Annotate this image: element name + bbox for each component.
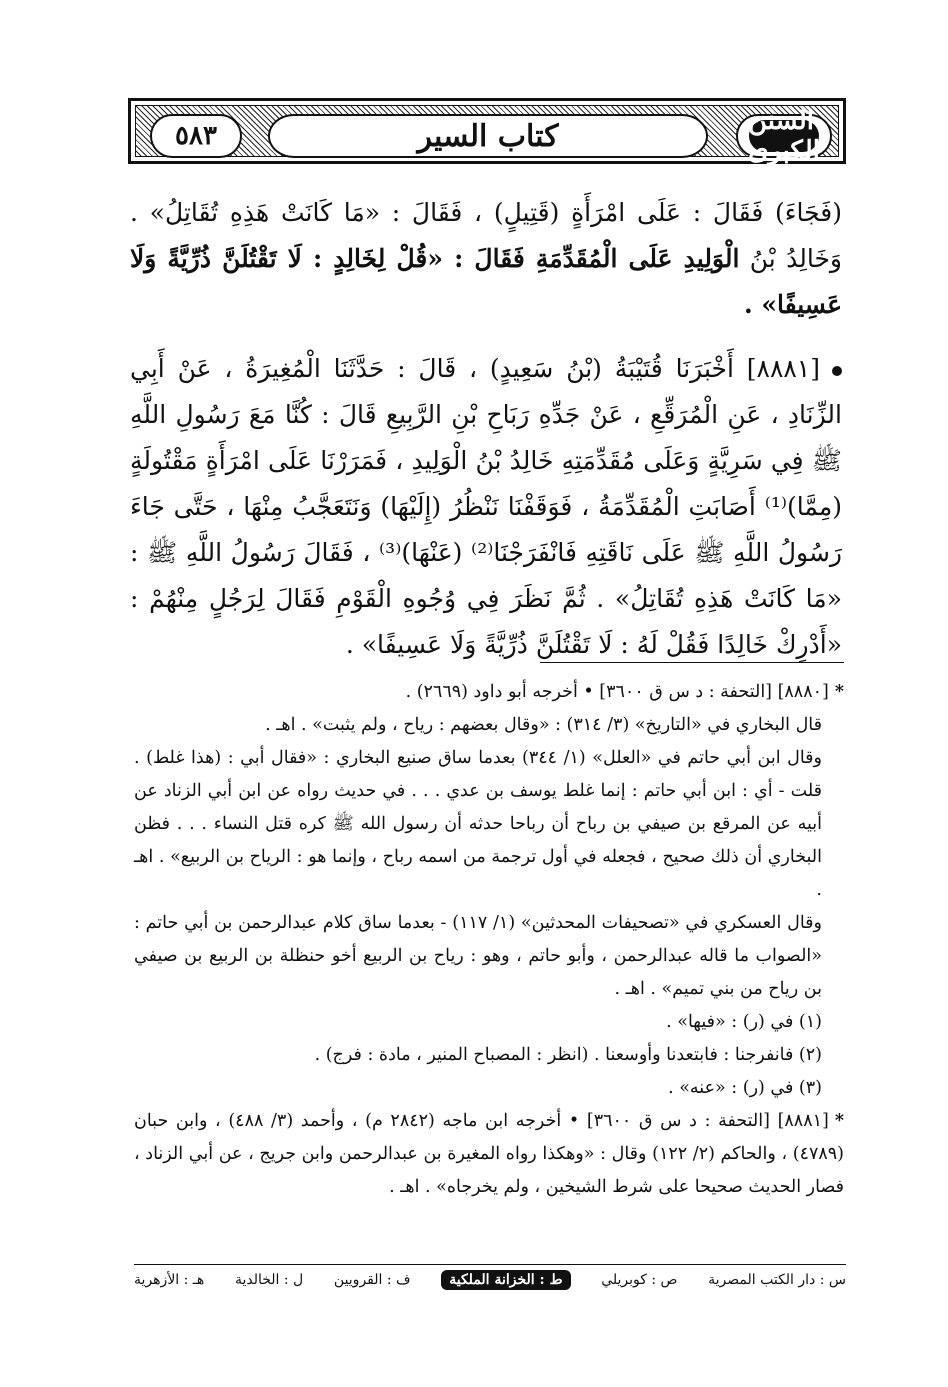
abbrev-item-highlighted: ط : الخزانة الملكية — [441, 1270, 570, 1290]
hadith-8881-text: [٨٨٨١] أَخْبَرَنَا قُتَيْبَةُ (بْنُ سَعِيدٍ) ، قَالَ : حَدَّثَنَا الْمُغِيرَةُ ، عَنْ أَبِي الزِّنَادِ ، عَنِ الْمُرَقِّعِ ، عَنْ جَدِّهِ رَبَاحِ بْنِ الرَّبِيعِ قَالَ : كُنَّا مَعَ رَسُولِ اللَّهِ ﷺ فِي سَرِيَّةٍ وَعَلَى مُقَدِّمَتِهِ خَالِدُ بْنُ الْوَلِيدِ ، فَمَرَرْنَا عَلَى امْرَأَةٍ مَقْتُولَةٍ (مِمَّا)⁽¹⁾ أَصَابَتِ الْمُقَدِّمَةُ ، فَوَقَفْنَا نَنْظُرُ (إِلَيْهَا) وَنَتَعَجَّبُ مِنْهَا ، حَتَّى جَاءَ رَسُولُ اللَّهِ ﷺ عَلَى نَاقَتِهِ فَانْفَرَجْنَا⁽²⁾ (عَنْهَا)⁽³⁾ ، فَقَالَ رَسُولُ اللَّهِ ﷺ : «مَا كَانَتْ هَذِهِ تُقَاتِلُ» . ثُمَّ نَظَرَ فِي وُجُوهِ الْقَوْمِ فَقَالَ لِرَجُلٍ مِنْهُمْ : «أَدْرِكْ خَالِدًا فَقُلْ لَهُ : لَا تَقْتُلَنَّ ذُرِّيَّةً وَلَا عَسِيفًا» . — [130, 354, 842, 659]
note-bukhari: قال البخاري في «التاريخ» (٣/ ٣١٤) : «وقال بعضهم : رياح ، ولم يثبت» . اهـ . — [265, 715, 822, 735]
manuscript-abbreviations — [134, 1270, 846, 1290]
hadith-8881 — [130, 346, 842, 668]
abbrev-item: ف : القرويين — [333, 1272, 411, 1288]
title-cartouche — [268, 114, 708, 158]
abbrev-item: هـ : الأزهرية — [134, 1272, 205, 1288]
logo-cartouche — [736, 106, 832, 166]
page-number: ٥٨٣ — [175, 121, 217, 151]
note-8880-takhrij: *[٨٨٨٠] [التحفة : د س ق ٣٦٠٠] • أخرجه أبو داود (٢٦٦٩) . — [405, 682, 844, 702]
main-text — [130, 190, 842, 686]
footnote-2: (٢) فانفرجنا : فابتعدنا وأوسعنا . (انظر : المصباح المنير ، مادة : فرج) . — [314, 1045, 822, 1065]
book-title: كتاب السير — [417, 118, 559, 154]
star-icon: * — [834, 682, 844, 702]
bottom-divider — [134, 1264, 846, 1265]
abbrev-item: ص : كوبريلي — [601, 1272, 678, 1288]
page-number-cartouche — [150, 114, 242, 158]
note-askari: وقال العسكري في «تصحيفات المحدثين» (١/ ١١٧) - بعدما ساق كلام عبدالرحمن بن أبي حاتم : «الصواب ما قاله عبدالرحمن ، وأبو حاتم ، وهو : رياح بن الربيع أخو حنظلة بن الربيع بن صيفي بن رياح من بني تميم» . اهـ . — [134, 913, 822, 999]
note-8881-takhrij: *[٨٨٨١] [التحفة : د س ق ٣٦٠٠] • أخرجه ابن ماجه (٢٨٤٢ م) ، وأحمد (٣/ ٤٨٨) ، وابن حبان (٤٧٨٩) ، والحاكم (٢/ ١٢٢) وقال : «وهكذا رواه المغيرة بن عبدالرحمن وابن جريج ، عن أبي الزناد ، فصار الحديث صحيحا على شرط الشيخين ، ولم يخرجاه» . اهـ . — [134, 1111, 844, 1197]
footnote-3: (٣) في (ر) : «عنه» . — [668, 1078, 822, 1098]
page-header — [128, 98, 846, 164]
footnote-divider — [540, 662, 844, 663]
header-ornament — [135, 105, 839, 166]
main-line: الْوَلِيدِ عَلَى الْمُقَدِّمَةِ فَقَالَ : «قُلْ لِخَالِدٍ : لَا تَقْتُلَنَّ ذُرِّيَّةً وَلَا عَسِيفًا» . — [130, 244, 842, 319]
star-icon: * — [834, 1111, 844, 1131]
note-ibn-abi-hatim: وقال ابن أبي حاتم في «العلل» (١/ ٣٤٤) بعدما ساق صنيع البخاري : «فقال أبي : (هذا غلط) . قلت - أي : ابن أبي حاتم : إنما غلط يوسف بن عدي . . . في حديث رواه عن ابن أبي الزناد عن أبيه عن المرقع بن صيفي بن رباح أن رباحا حدثه أن رسول الله ﷺ كره قتل النساء . . . فظن البخاري أن ذلك صحيح ، فجعله في أول ترجمة من اسمه رباح ، وإنما هو : الرياح بن الربيع» . اهـ . — [134, 748, 822, 900]
hadith-8880-end — [130, 190, 842, 328]
footnotes — [134, 676, 844, 1204]
main-line: (فَجَاءَ) فَقَالَ : عَلَى امْرَأَةٍ (قَتِيلٍ) ، فَقَالَ : «مَا كَانَتْ هَذِهِ تُقَاتِلُ» . وَخَالِدُ بْنُ — [130, 198, 842, 273]
footnote-1: (١) في (ر) : «فيها» . — [666, 1012, 822, 1032]
bullet-icon — [832, 366, 842, 376]
abbrev-item: س : دار الكتب المصرية — [708, 1272, 846, 1288]
series-logo: السنن الكبرى — [747, 106, 821, 166]
abbrev-item: ل : الخالدية — [234, 1272, 304, 1288]
